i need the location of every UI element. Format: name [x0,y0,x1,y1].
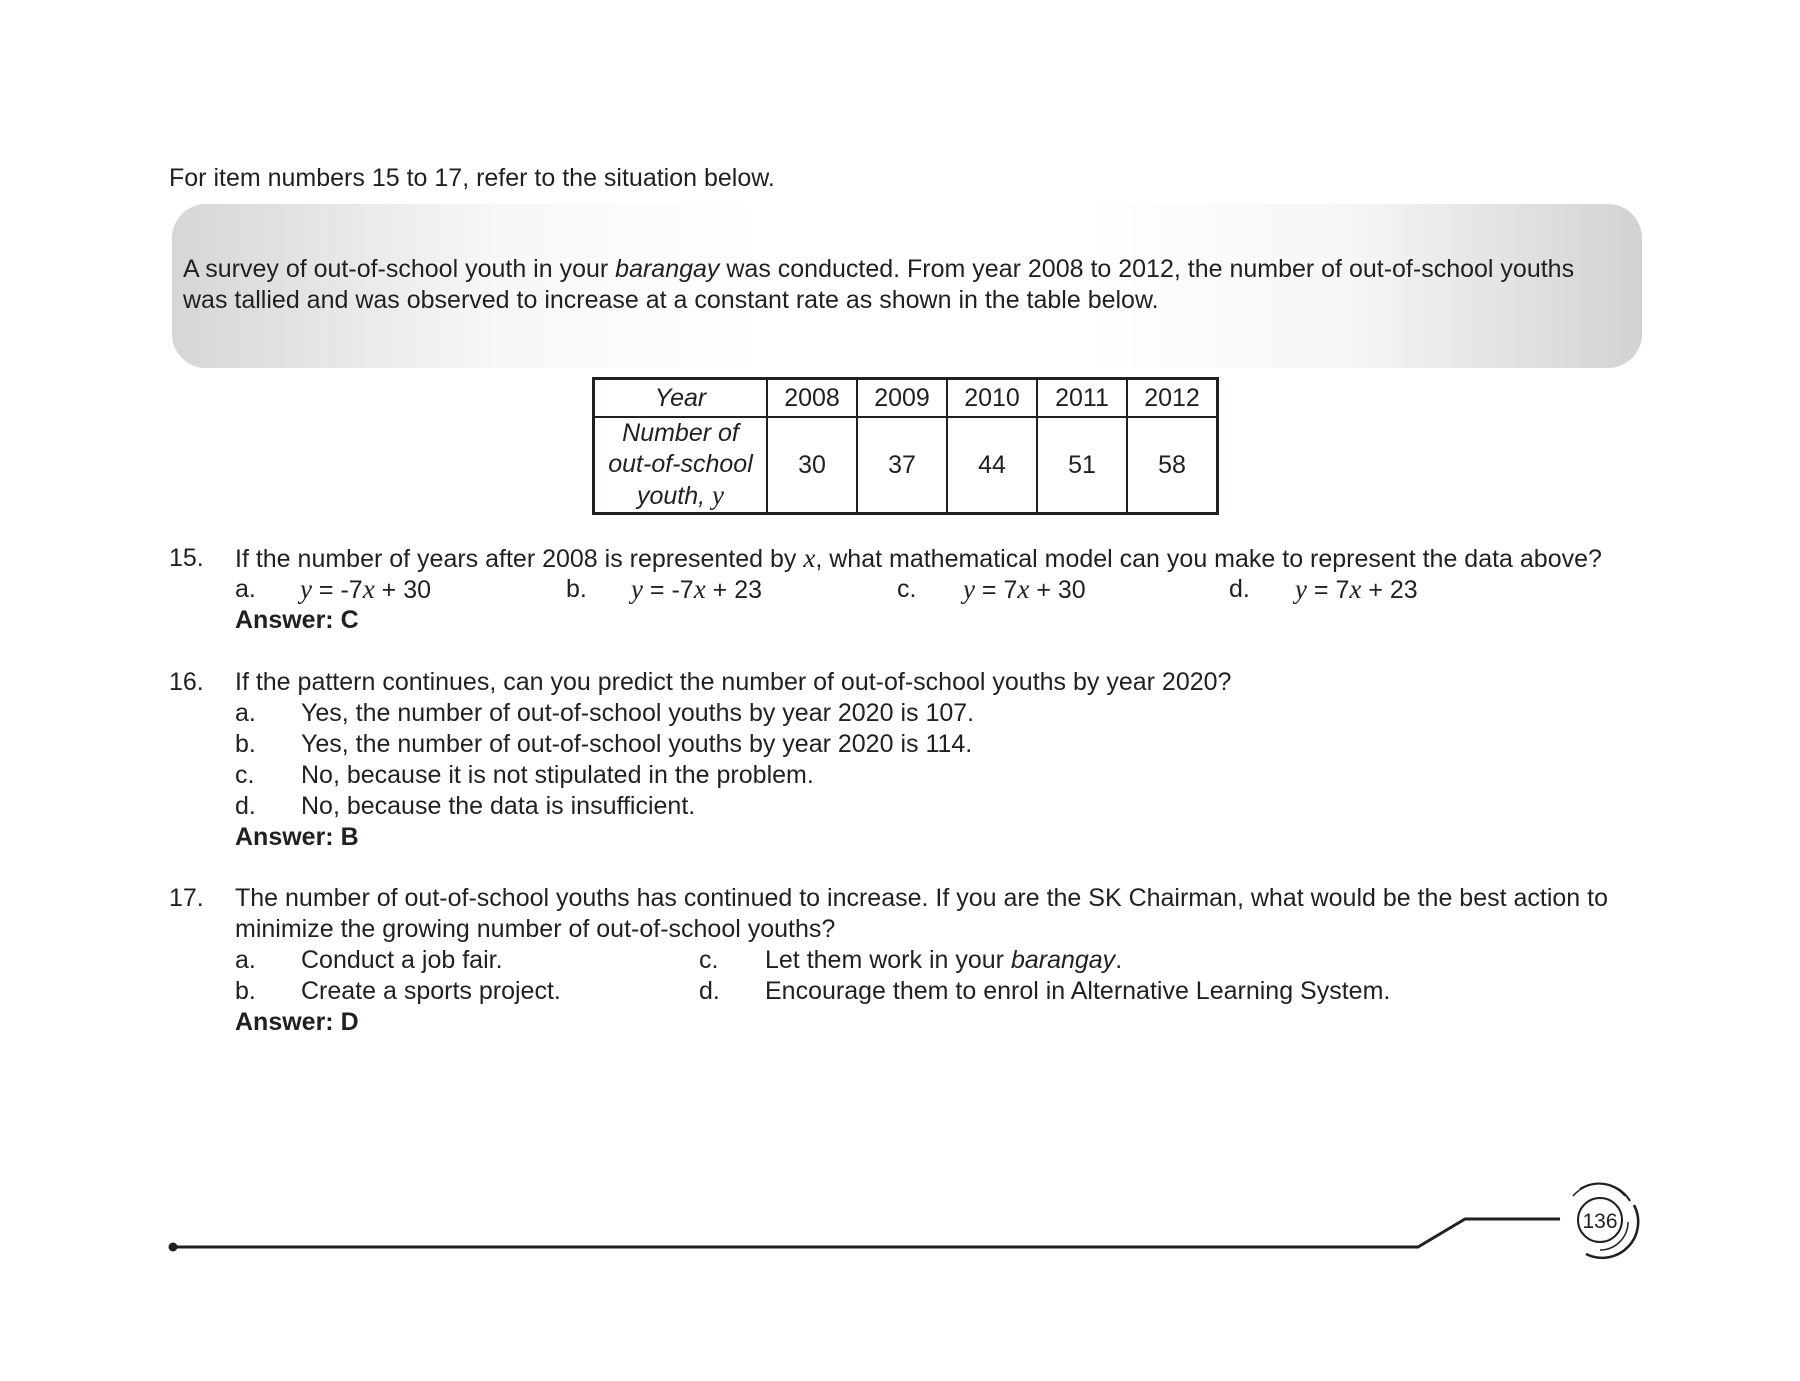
page-number: 136 [1582,1210,1618,1233]
year-cell: 2008 [767,379,857,418]
var-y: y [631,574,643,604]
var-x: x [362,574,375,604]
count-header-text: youth, [636,482,713,510]
count-cell: 51 [1037,417,1127,514]
var-x: x [1017,574,1030,604]
count-header-line: Number of [622,419,739,447]
question-number: 16. [169,668,204,696]
var-x: x [1349,574,1362,604]
option-letter: d. [235,792,256,820]
stem-variable: x [803,543,816,573]
question-number: 17. [169,884,204,912]
option-letter: d. [1229,575,1250,603]
option-part: Let them work in your [765,946,1011,974]
answer: Answer: B [235,823,359,851]
count-header-line: out-of-school [608,450,753,478]
option-text: No, because the data is insufficient. [301,792,696,820]
question-stem-line-2: minimize the growing number of out-of-school youths? [235,915,836,943]
count-cell: 44 [947,417,1037,514]
var-x: x [693,574,706,604]
count-cell: 58 [1127,417,1218,514]
answer: Answer: C [235,606,359,634]
year-cell: 2009 [857,379,947,418]
option-part: . [1115,946,1123,974]
option-letter: c. [235,761,255,789]
year-header: Year [594,379,768,418]
option-text: Create a sports project. [301,977,561,1005]
stem-text: , what mathematical model can you make to represent the data above? [815,545,1602,573]
situation-line-2: was tallied and was observed to increase at a constant rate as shown in the table below. [183,286,1159,314]
question-stem: If the pattern continues, can you predict the number of out-of-school youths by year 2020? [235,668,1232,696]
var-y: y [963,574,975,604]
situation-italic-word: barangay [615,255,720,283]
option-letter: a. [235,575,256,603]
option-part: = 7 [1306,576,1350,604]
option-text: Encourage them to enrol in Alternative Learning System. [765,977,1391,1005]
intro-text: For item numbers 15 to 17, refer to the situation below. [169,164,775,192]
option-letter: c. [897,575,917,603]
var-y: y [300,574,312,604]
footer-line [173,1219,1560,1247]
option-part: + 23 [705,576,763,604]
option-part: = 7 [974,576,1018,604]
option-italic-word: barangay [1010,946,1116,974]
option-part: = -7 [311,576,363,604]
option-part: + 30 [1029,576,1086,604]
situation-text: A survey of out-of-school youth in your [183,255,616,283]
option-text: Conduct a job fair. [301,946,503,974]
option-text: Yes, the number of out-of-school youths by year 2020 is 114. [301,730,973,758]
option-letter: b. [235,730,256,758]
answer: Answer: D [235,1008,359,1036]
question-stem-line-1: The number of out-of-school youths has continued to increase. If you are the SK Chairman, what would be the best action to [235,884,1609,912]
option-text: No, because it is not stipulated in the problem. [301,761,814,789]
situation-text: was conducted. From year 2008 to 2012, the number of out-of-school youths [719,255,1575,283]
option-letter: a. [235,946,256,974]
stem-text: If the number of years after 2008 is represented by [235,545,804,573]
year-cell: 2010 [947,379,1037,418]
option-letter: d. [699,977,720,1005]
option-part: + 23 [1361,576,1418,604]
count-cell: 30 [767,417,857,514]
year-cell: 2011 [1037,379,1127,418]
option-letter: b. [566,575,587,603]
count-cell: 37 [857,417,947,514]
var-y: y [1295,574,1307,604]
option-part: + 30 [374,576,432,604]
year-cell: 2012 [1127,379,1218,418]
question-number: 15. [169,544,204,572]
page-ring-arc [1573,1184,1625,1196]
count-header-variable: y [712,480,725,510]
option-letter: c. [699,946,719,974]
option-text: Yes, the number of out-of-school youths by year 2020 is 107. [301,699,975,727]
option-part: = -7 [642,576,694,604]
option-letter: b. [235,977,256,1005]
option-letter: a. [235,699,256,727]
